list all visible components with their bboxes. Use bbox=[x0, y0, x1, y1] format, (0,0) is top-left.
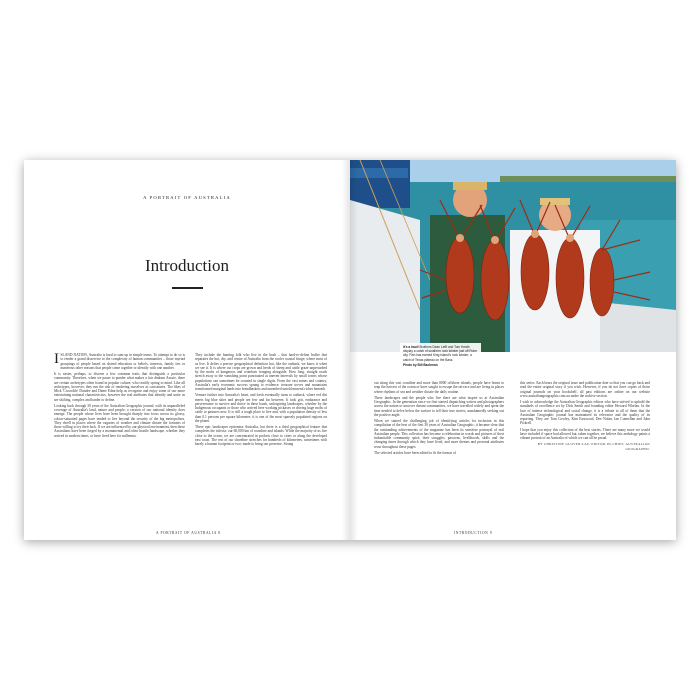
book-spread bbox=[24, 160, 676, 540]
paragraph: When we started the challenging job of identifying articles for inclusion in this compilation of the best of the first 30 years of Australian Geographic, it became clear that the outstanding achievements of the magazine has been its sensitive portrayal of real Australian people. This collection has become a celebration in words and pictures of their indomitable community spirit, their struggles, passions, livelihoods, skills and the changing times through which they have lived, and more themes and personal attributes recur throughout these pages. bbox=[374, 419, 504, 449]
section-kicker: A PORTRAIT OF AUSTRALIA bbox=[143, 195, 231, 200]
photo-credit: Photo by Bill Bachman bbox=[403, 362, 438, 367]
book-gutter bbox=[342, 160, 358, 540]
paragraph: out along this vast coastline and more than 8000 offshore islands, people have learnt to reap the harvest of the ocean or have sought to escape the rat-race and are living in places where rhythms of sea and weather dictate the daily routine. bbox=[374, 381, 504, 394]
photo-caption bbox=[400, 343, 481, 369]
paragraph: It is easier, perhaps, to discern a few common traits that distinguish a particular community. Therefore, when we pause to ponder what makes a fair dinkum Aussie, there are certain archetypes often found in popular culture, who readily spring to mind. Like all archetypes, however, they run the risk of rendering ourselves as caricatures. The likes of Mick 'Crocodile' Dundee and Dame Edna help us recognise and enjoy some of our more entertaining national characteristics, however the real attributes that identify and unite us are shifting, complex and harder to define. bbox=[54, 372, 185, 402]
paragraph: this series. Each bears the original issue and publication date so that you can go back and read the entire original story if you wish. However, if you do not have copies of those original journals on your bookshelf, all past editions are online on our website www.australiangeographic.com.au under the archive section. bbox=[520, 381, 650, 398]
left-column-1 bbox=[54, 353, 185, 440]
paragraph: ISLAND NATION, Australia is hard to sum up in simple terms. To attempt to do so is to render a grand disservice to the complexity of human communities – those myriad groupings of people based on shared education or beliefs, interests, family ties or numerous other reasons that people come together or identify with one another. bbox=[54, 351, 185, 370]
right-column-2 bbox=[520, 381, 650, 453]
author-signature: BY CHRISTINE GLOVER/LAP, EDITOR-IN-CHIEF, AUSTRALIAN GEOGRAPHIC bbox=[537, 442, 650, 451]
right-page bbox=[350, 160, 676, 540]
folio-right: INTRODUCTION 9 bbox=[454, 531, 493, 535]
paragraph: I wish to acknowledge the Australian Geographic editors who have strived to uphold the standards of excellence set by Dick Smith and founding editor Howard Whelan. In the face of intense technological and social change, it is a tribute to all of them that the Australian Geographic journal has maintained its relevance and the quality of its reporting. They are Tom Cowley, Kim Eastwood, Dee Nolan, Ian Connellan and John Pickrell. bbox=[520, 400, 650, 426]
paragraph: Looking back through 30 years of the Australian Geographic journal, with its unparalleled coverage of Australia's land, nature and people, a version of our national identity does emerge. The people whose lives have been brought sharply into focus across its glossy, colour-saturated pages have tended to live beyond the security of the big metropolises. They dwell in places where the vagaries of weather and climate dictate the fortunes of those willing to try their luck. If we are influenced by our physical environment, then these Australians have been forged by a monumental and often hostile landscape, whether they arrived in modern times, or have lived here for millennia. bbox=[54, 403, 185, 438]
lobster-photo bbox=[350, 160, 676, 352]
drop-cap: I bbox=[54, 351, 59, 367]
paragraph: The selected articles have been edited to fit the format of bbox=[374, 450, 456, 455]
folio-left: A PORTRAIT OF AUSTRALIA 8 bbox=[156, 531, 221, 535]
left-page bbox=[24, 160, 350, 540]
right-column-1 bbox=[374, 381, 504, 457]
photo-illustration bbox=[350, 160, 676, 352]
caption-title: It's a haul! bbox=[403, 345, 419, 349]
paragraph: They include the hunting folk who live in the bush – that hard-to-define buffer that separates the hot, dry, arid centre of Australia from the cooler coastal fringe, where most of us live. It defies a precise geographical definition but, like the outback, we know it when we see it. It is where cut crops are grown and herds of sheep and cattle graze unperturbed by the mobs of kangaroos and wombats foraging alongside. How long, straight roads stretch away to the vanishing point punctuated at uneven intervals by small towns whose populations can sometimes be counted in single digits. From the vast mines and country, Australia's early economic success sprang to evidence; treasure troves and mountains transformed marginal lands into breadbaskets and unearthed untold mineral riches beneath. bbox=[195, 353, 327, 391]
title-rule bbox=[172, 287, 203, 289]
left-column-2 bbox=[195, 353, 327, 448]
caption-body: Brothers Dean Lefft and Tom Heath display a catch of southern rock lobster just off Robe city. Fish has earned King Island's rock lobster, a catch of Texas plateau on the Bass. bbox=[403, 345, 478, 362]
paragraph: I hope that you enjoy this collection of the best stories. There are many more we would have included if space had allowed but, taken together, we believe this anthology paints a vibrant portrait of an Australia of which we can all be proud. bbox=[520, 427, 650, 440]
paragraph: These landscapes and the people who live there are what inspire us at Australian Geographic. In the generation since we first started dispatching writers and photographers across the nation to uncover distant communities, we have travelled widely and spent the time needed to delve below the surface to tell their true stories, unashamedly seeking out the positive angle. bbox=[374, 395, 504, 417]
paragraph: These epic landscapes epitomise Australia, but there is a third geographical feature that completes the trifecta: our 60,000 km of coastline and islands. While the majority of us live close to the ocean, we are concentrated in pockets close to cities or along the developed east coast. The rest of our shoreline stretches for hundreds of kilometres, sometimes with barely a human footprint or two; made to bring our presence. Strung bbox=[195, 425, 327, 446]
page-title: Introduction bbox=[144, 256, 230, 275]
paragraph: Venture further into Australia's heart, and fresh eventually turns to outback, where red dirt meets big blue skies and people are few and far between. It took grit, endurance and perseverance to survive and thrive in these harsh, unforgiving landscapes, whether by the Indigenous occupants or those who arrived here working pickaxes or driving huge mobs of cattle to pastures new. It is still a tough place to live and, with a population density of less than 0.1 persons per square kilometre, it is one of the most sparsely populated regions on the planet. bbox=[195, 393, 327, 423]
